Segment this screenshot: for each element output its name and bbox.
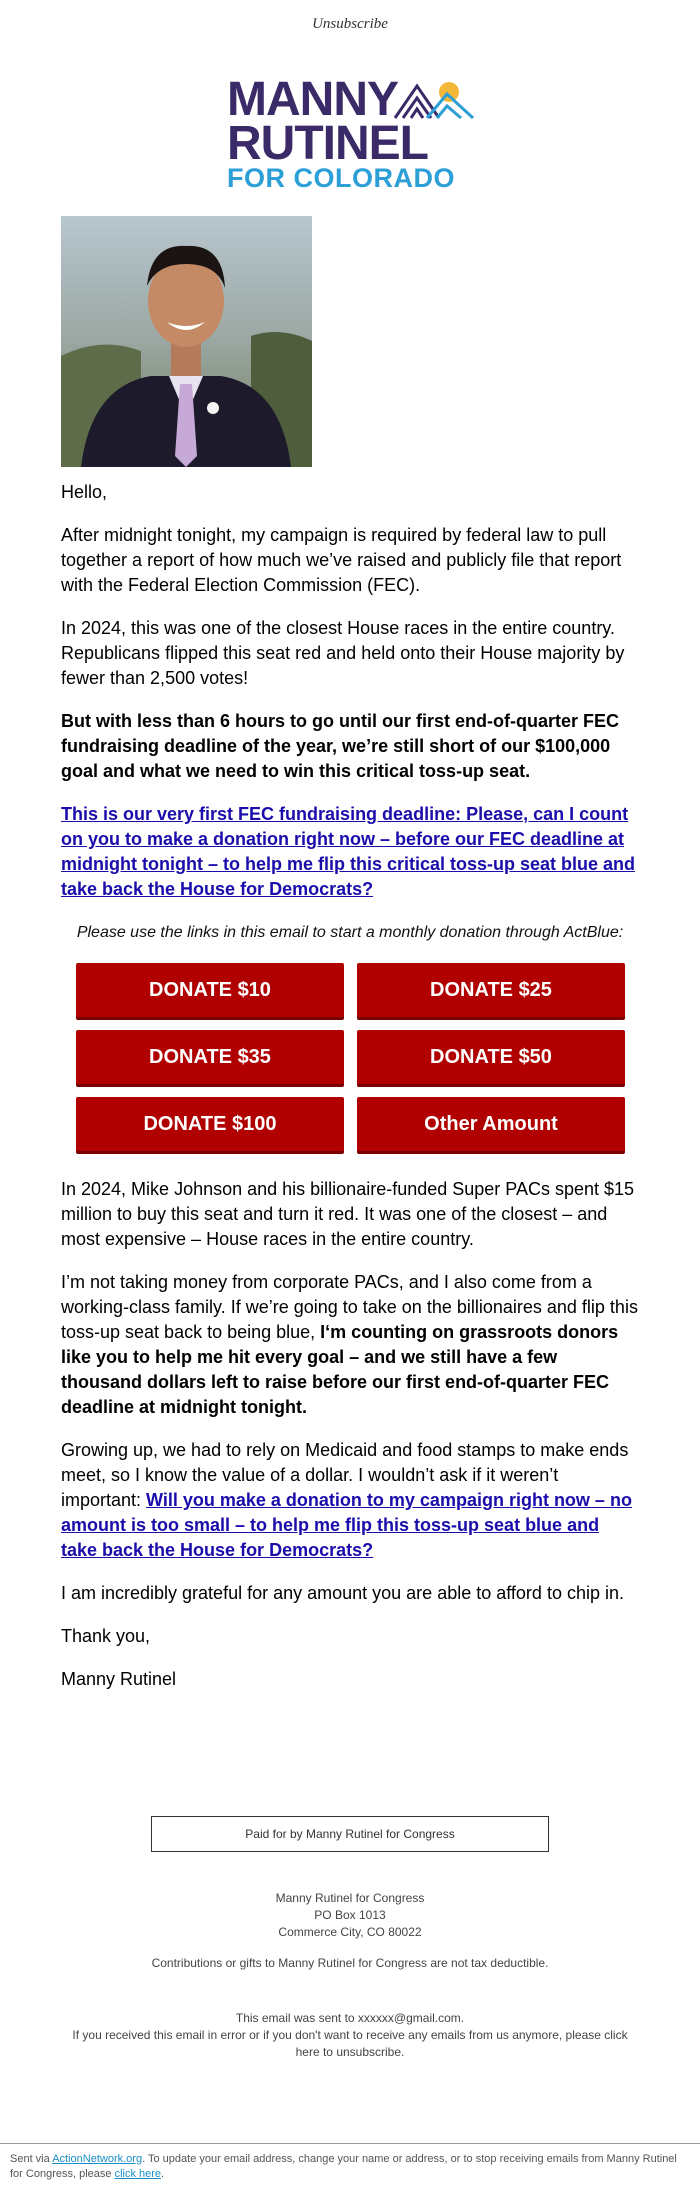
- paragraph-6: [61, 1438, 639, 1563]
- donate-50-button[interactable]: DONATE $50: [357, 1030, 625, 1084]
- candidate-portrait: [61, 216, 312, 467]
- monthly-donation-note: Please use the links in this email to start a monthly donation through ActBlue:: [76, 924, 624, 941]
- other-amount-button[interactable]: Other Amount: [357, 1097, 625, 1151]
- signoff: Thank you,: [61, 1626, 151, 1646]
- logo-line-2: RUTINEL: [227, 117, 428, 170]
- tax-notice: Contributions or gifts to Manny Rutinel for Congress are not tax deductible.: [151, 1956, 549, 1970]
- footer-bar: [0, 2143, 700, 2182]
- sent-to-notice: This email was sent to xxxxxx@gmail.com.: [235, 2011, 465, 2025]
- campaign-logo: [225, 73, 475, 193]
- donate-cta-link-1[interactable]: This is our very first FEC fundraising deadline: Please, can I count on you to make a donation right now – before our FEC deadline at midnight tonight – to help me flip this critical toss-up seat blue and take back the House for Democrats?: [61, 804, 636, 899]
- paid-for-box: Paid for by Manny Rutinel for Congress: [151, 1816, 549, 1852]
- paragraph-6-text: Growing up, we had to rely on Medicaid and food stamps to make ends meet, so I know the value of a dollar. I wouldn’t ask if it weren’t important:: [61, 1440, 629, 1510]
- signature: Manny Rutinel: [61, 1669, 177, 1689]
- mailing-address: [0, 1890, 700, 1941]
- footer-update-text: . To update your email address, change your name or address, or to stop receiving emails from Manny Rutinel for Congress, please: [10, 2153, 677, 2180]
- donate-100-button[interactable]: DONATE $100: [76, 1097, 344, 1151]
- org-name: Manny Rutinel for Congress: [275, 1891, 425, 1905]
- logo-line-3: FOR COLORADO: [227, 163, 455, 193]
- donate-10-button[interactable]: DONATE $10: [76, 963, 344, 1017]
- paragraph-3: But with less than 6 hours to go until our first end-of-quarter FEC fundraising deadline of the year, we’re still short of our $100,000 goal and what we need to win this critical toss-up seat.: [61, 711, 619, 781]
- mountain-sun-icon: [393, 80, 475, 120]
- po-box: PO Box 1013: [314, 1908, 386, 1922]
- donate-25-button[interactable]: DONATE $25: [357, 963, 625, 1017]
- paragraph-1: After midnight tonight, my campaign is required by federal law to pull together a report of how much we’ve raised and publicly file that report with the Federal Election Commission (FEC).: [61, 525, 622, 595]
- paragraph-5: [61, 1270, 639, 1420]
- paragraph-2: In 2024, this was one of the closest House races in the entire country. Republicans flipped this seat red and held onto their House majority by fewer than 2,500 votes!: [61, 618, 625, 688]
- sent-via-text: Sent via: [10, 2153, 53, 2165]
- footer-period: .: [161, 2168, 165, 2180]
- paragraph-5-text: I’m not taking money from corporate PACs, and I also come from a working-class family. If we’re going to take on the billionaires and flip this toss-up seat back to being blue,: [61, 1272, 638, 1342]
- greeting: Hello,: [61, 482, 108, 502]
- candidate-photo: [61, 216, 312, 467]
- paragraph-4: In 2024, Mike Johnson and his billionaire-funded Super PACs spent $15 million to buy this seat and turn it red. It was one of the closest – and most expensive – House races in the entire country.: [61, 1179, 635, 1249]
- unsubscribe-link[interactable]: Unsubscribe: [312, 16, 388, 32]
- action-network-link[interactable]: ActionNetwork.org: [52, 2153, 143, 2165]
- city-line: Commerce City, CO 80022: [278, 1925, 422, 1939]
- donate-cta-link-2[interactable]: Will you make a donation to my campaign right now – no amount is too small – to help me flip this toss-up seat blue and take back the House for Democrats?: [61, 1490, 632, 1560]
- email-body: [61, 480, 639, 1710]
- unsubscribe-notice[interactable]: If you received this email in error or if you don't want to receive any emails from us anymore, please click here to unsubscribe.: [72, 2028, 628, 2059]
- click-here-link[interactable]: click here: [114, 2168, 162, 2180]
- paragraph-5-bold: I‘m counting on grassroots donors like you to help me hit every goal – and we still have a few thousand dollars left to raise before our first end-of-quarter FEC deadline at midnight tonight.: [61, 1322, 619, 1417]
- donate-35-button[interactable]: DONATE $35: [76, 1030, 344, 1084]
- donate-buttons: [76, 963, 639, 1151]
- logo-line-1: MANNY: [227, 73, 398, 126]
- paragraph-7: I am incredibly grateful for any amount you are able to afford to chip in.: [61, 1583, 624, 1603]
